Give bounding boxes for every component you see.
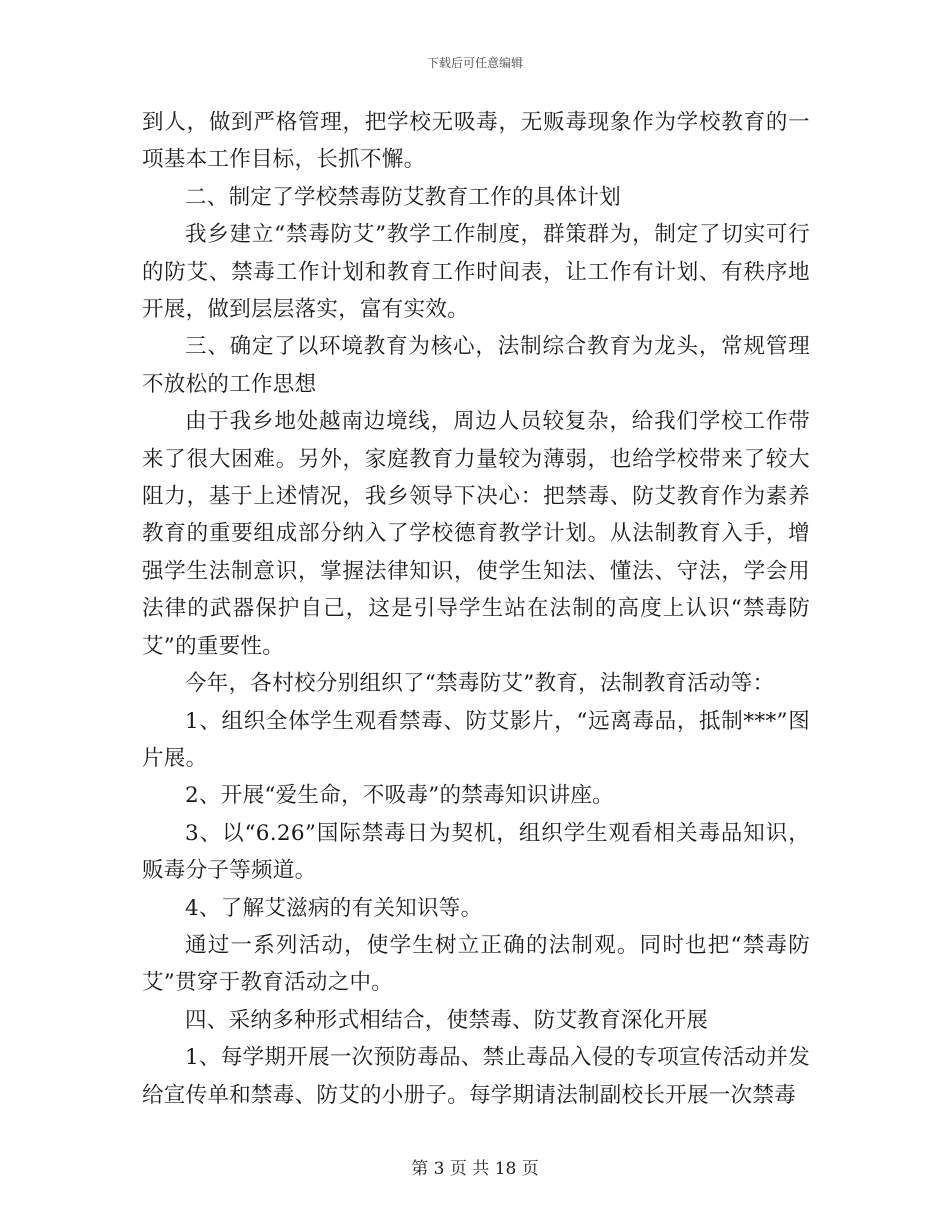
section-heading-2: 二、制定了学校禁毒防艾教育工作的具体计划 bbox=[185, 184, 622, 210]
paragraph-1: 到人，做到严格管理，把学校无吸毒，无贩毒现象作为学校教育的一项基本工作目标，长抓不懈。 bbox=[142, 110, 810, 173]
document-body bbox=[142, 104, 810, 1114]
list-item-4: 4、了解艾滋病的有关知识等。 bbox=[185, 895, 483, 921]
paragraph-5: 由于我乡地处越南边境线，周边人员较复杂，给我们学校工作带来了很大困难。另外，家庭教育力量较为薄弱，也给学校带来了较大阻力，基于上述情况，我乡领导下决心：把禁毒、防艾教育作为素养教育的重要组成部分纳入了学校德育教学计划。从法制教育入手，增强学生法制意识，掌握法律知识，使学生知法、懂法、守法，学会用法律的武器保护自己，这是引导学生站在法制的高度上认识“禁毒防艾”的重要性。 bbox=[142, 409, 810, 659]
section-heading-3: 三、确定了以环境教育为核心，法制综合教育为龙头，常规管理不放松的工作思想 bbox=[142, 334, 810, 397]
section-heading-4: 四、采纳多种形式相结合，使禁毒、防艾教育深化开展 bbox=[185, 1007, 709, 1033]
list-item-3: 3、以“6.26”国际禁毒日为契机，组织学生观看相关毒品知识，贩毒分子等频道。 bbox=[142, 820, 810, 884]
paragraph-3: 我乡建立“禁毒防艾”教学工作制度，群策群为，制定了切实可行的防艾、禁毒工作计划和教育工作时间表，让工作有计划、有秩序地开展，做到层层落实，富有实效。 bbox=[142, 222, 810, 323]
page-number: 第 3 页 共 18 页 bbox=[411, 1159, 539, 1179]
list-item-2: 2、开展“爱生命，不吸毒”的禁毒知识讲座。 bbox=[185, 783, 614, 809]
paragraph-11: 通过一系列活动，使学生树立正确的法制观。同时也把“禁毒防艾”贯穿于教育活动之中。 bbox=[142, 932, 810, 996]
paragraph-13: 1、每学期开展一次预防毒品、禁止毒品入侵的专项宣传活动并发给宣传单和禁毒、防艾的小册子。每学期请法制副校长开展一次禁毒 bbox=[142, 1045, 810, 1108]
list-item-1: 1、组织全体学生观看禁毒、防艾影片，“远离毒品，抵制***”图片展。 bbox=[142, 708, 810, 771]
paragraph-6: 今年，各村校分别组织了“禁毒防艾”教育，法制教育活动等： bbox=[185, 671, 775, 697]
header-note: 下载后可任意编辑 bbox=[426, 56, 523, 70]
